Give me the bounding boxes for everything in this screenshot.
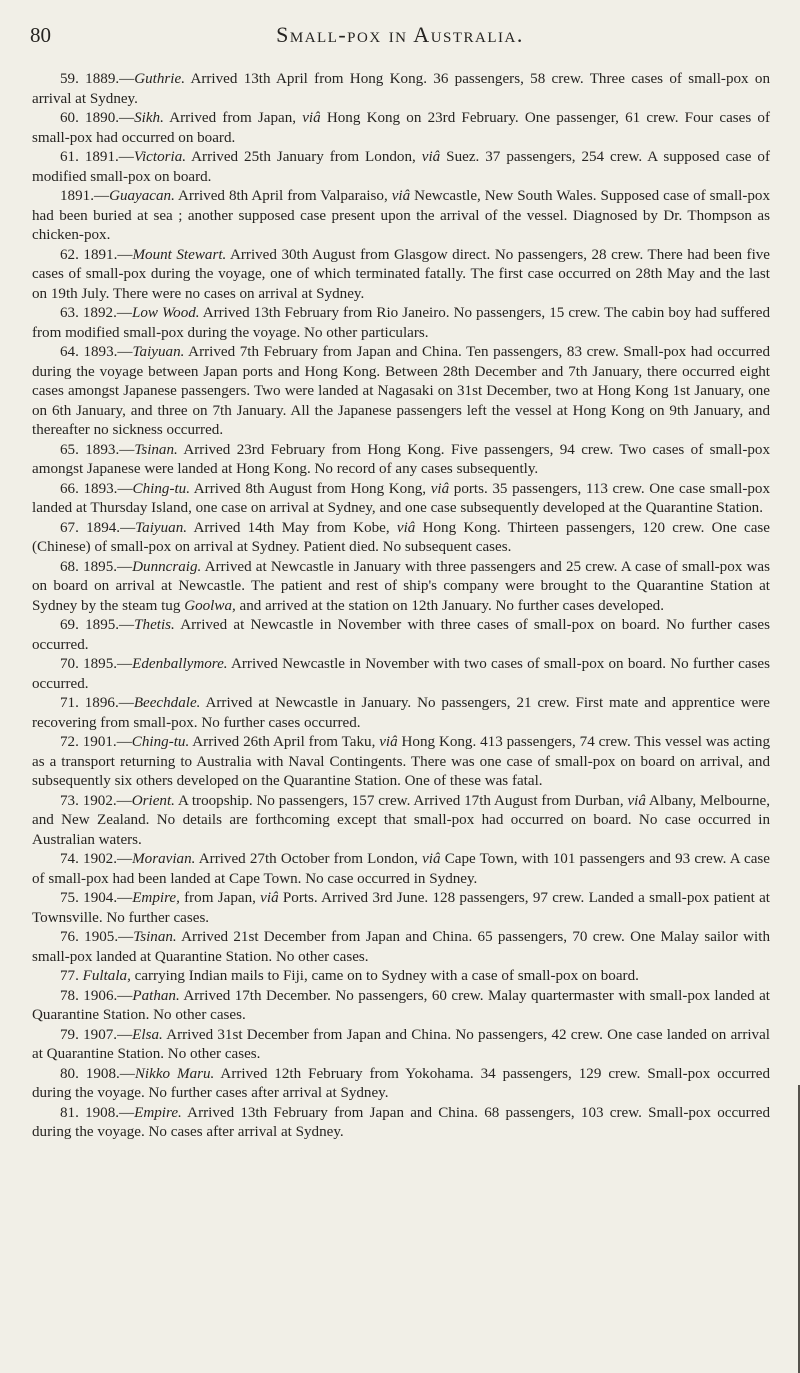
ship-entry: [32, 889, 770, 928]
ship-entry: [32, 246, 770, 305]
entry-text: Arrived 23rd February from Hong Kong. Five passengers, 94 crew. Two cases of small-pox amongst Japanese were landed at Hong Kong. No record of any cases subsequently.: [32, 441, 770, 477]
ship-name: Guayacan.: [109, 188, 175, 204]
page-header: [26, 22, 774, 62]
entry-number-year: 81. 1908.—: [60, 1104, 135, 1121]
italic-text: viâ: [430, 480, 450, 497]
entry-number-year: 78. 1906.—: [60, 987, 133, 1004]
entry-text: Arrived 13th April from Hong Kong. 36 passengers, 58 crew. Three cases of small-pox on arrival at Sydney.: [32, 71, 770, 107]
entry-number-year: 73. 1902.—: [60, 792, 132, 809]
entry-text: Arrived 13th February from Rio Janeiro. No passengers, 15 crew. The cabin boy had suffered from modified small-pox during the voyage. No other particulars.: [32, 305, 770, 341]
ship-entry: [32, 792, 770, 851]
ship-entry: [32, 733, 770, 792]
ship-entry: [32, 109, 770, 148]
ship-name: Low Wood.: [131, 305, 200, 321]
ship-entry: [32, 304, 770, 343]
ship-entry: [32, 70, 770, 109]
entry-text: A troopship. No passengers, 157 crew. Arrived 17th August from Durban,: [174, 792, 628, 809]
entry-text: Hong Kong. Thirteen passengers, 120 crew. One case (Chinese) of small-pox on arrival at Sydney. Patient died. No subsequent cases.: [32, 519, 770, 555]
entry-text: from Japan,: [179, 890, 261, 906]
entry-number-year: 69. 1895.—: [60, 617, 135, 633]
entry-number-year: 79. 1907.—: [60, 1026, 133, 1043]
italic-text: viâ: [391, 188, 411, 204]
entry-number-year: 77.: [60, 968, 83, 984]
ship-name: Empire,: [132, 890, 180, 906]
ship-entry: [32, 850, 770, 889]
ship-name: Taiyuan.: [132, 344, 185, 360]
ship-name: Edenballymore.: [132, 656, 228, 672]
entry-text: and arrived at the station on 12th January. No further cases developed.: [235, 597, 664, 614]
ship-name: Moravian.: [132, 851, 196, 867]
entry-text: Arrived Newcastle in November with two cases of small-pox on board. No further cases occurred.: [32, 656, 771, 692]
entry-number-year: 71. 1896.—: [60, 695, 134, 711]
entry-text: Arrived 30th August from Glasgow direct. No passengers, 28 crew. There had been five cases of small-pox during the voyage, one of which terminated fatally. The first case occurred on 28th May and the last on 19th July. There were no cases on arrival at Sydney.: [32, 246, 771, 302]
entry-number-year: 61. 1891.—: [60, 149, 134, 165]
entry-text: Arrived at Newcastle in January with three passengers and 25 crew. A case of small-pox was on board on arrival at Newcastle. The patient and rest of ship's company were brought to the Quarantine Station at Sydney by the steam tug: [32, 558, 770, 614]
entry-number-year: 1891.—: [60, 188, 110, 204]
ship-name: Elsa.: [132, 1026, 163, 1043]
entry-number-year: 72. 1901.—: [60, 734, 132, 750]
ship-entry: [32, 987, 770, 1026]
entry-text: ports. 35 passengers, 113 crew. One case small-pox landed at Thursday Island, one case on arrival at Sydney, and one case subsequently developed at the Quarantine Station.: [32, 480, 771, 516]
ship-name: Tsinan.: [134, 441, 178, 458]
ship-entry: [32, 148, 770, 187]
ship-name: Empire.: [134, 1104, 182, 1121]
entry-text: Albany, Melbourne, and New Zealand. No details are forthcoming except that small-pox had occurred on board. No case occurred in Australian waters.: [32, 792, 770, 848]
entry-number-year: 63. 1892.—: [60, 305, 132, 321]
entry-text: Arrived 7th February from Japan and China. Ten passengers, 83 crew. Small-pox had occurred during the voyage between Japan ports and Hong Kong. Between 28th December and 7th January, there occurred eight cases amongst Japanese passengers. Two were landed at Nagasaki on 31st December, two at Hong Kong 1st January, one on 6th January, and three on 7th January. All the Japanese passengers left the vessel at Hong Kong on 9th January, and thereafter no sickness occurred.: [32, 344, 770, 438]
entry-text: Arrived at Newcastle in January. No passengers, 21 crew. First mate and apprentice were recovering from small-pox. No further cases occurred.: [32, 695, 770, 731]
page-number: 80: [30, 23, 51, 47]
ship-name: Beechdale.: [133, 695, 201, 711]
ship-name: Tsinan.: [133, 929, 177, 945]
ship-name: Ching-tu.: [131, 734, 190, 750]
entry-number-year: 67. 1894.—: [60, 519, 136, 536]
entry-number-year: 68. 1895.—: [60, 558, 133, 575]
italic-text: viâ: [422, 851, 441, 867]
entry-text: Arrived 12th February from Yokohama. 34 passengers, 129 crew. Small-pox occurred during the voyage. No further cases after arrival at Sydney.: [32, 1065, 770, 1101]
ship-name: Pathan.: [132, 987, 180, 1004]
entry-text: Arrived 14th May from Kobe,: [187, 519, 397, 536]
entry-text: Arrived 31st December from Japan and China. No passengers, 42 crew. One case landed on arrival at Quarantine Station. No other cases.: [32, 1026, 770, 1062]
ship-name: Nikko Maru.: [134, 1065, 215, 1082]
ship-name: Taiyuan.: [135, 519, 188, 536]
entry-text: Newcastle, New South Wales. Supposed case of small-pox had been buried at sea ; another supposed case present upon the arrival of the vessel. Diagnosed by Dr. Thompson as chicken-pox.: [32, 188, 771, 243]
ship-entry: [32, 343, 770, 441]
entry-number-year: 70. 1895.—: [60, 656, 133, 672]
entry-text: Arrived 13th February from Japan and China. 68 passengers, 103 crew. Small-pox occurred during the voyage. No cases after arrival at Sydney.: [32, 1104, 770, 1140]
entry-text: Arrived at Newcastle in November with three cases of small-pox on board. No further cases occurred.: [32, 617, 770, 653]
entry-text: Arrived from Japan,: [163, 110, 303, 126]
entry-text: Arrived 25th January from London,: [186, 149, 422, 165]
entry-text: Hong Kong. 413 passengers, 74 crew. This vessel was acting as a transport returning to Australia with Naval Contingents. There was one case of small-pox on board on arrival, and subsequently six others developed on the Quarantine Station. One of these was fatal.: [32, 734, 770, 789]
entry-number-year: 66. 1893.—: [60, 480, 133, 497]
entry-text: Arrived 8th April from Valparaiso,: [174, 188, 392, 204]
ship-entry: [32, 519, 770, 558]
entry-number-year: 62. 1891.—: [60, 246, 133, 263]
ship-entry: [32, 1065, 770, 1104]
ship-name: Thetis.: [134, 617, 175, 633]
italic-text: viâ: [260, 890, 279, 906]
ship-entry: [32, 616, 770, 655]
italic-text: viâ: [379, 734, 398, 750]
entry-number-year: 80. 1908.—: [60, 1065, 135, 1082]
ship-entry: [32, 1104, 770, 1143]
entry-text: carrying Indian mails to Fiji, came on to Sydney with a case of small-pox on board.: [130, 968, 639, 984]
ship-entry: [32, 441, 770, 480]
ship-name: Orient.: [131, 792, 175, 809]
ship-entry: [32, 480, 770, 519]
ship-name: Dunncraig.: [132, 558, 202, 575]
italic-text: Goolwa,: [184, 597, 236, 614]
entry-text: Arrived 26th April from Taku,: [189, 734, 380, 750]
entry-text: Cape Town, with 101 passengers and 93 crew. A case of small-pox had been landed at Cape Town. No case occurred in Sydney.: [32, 851, 770, 887]
ship-entry: [32, 928, 770, 967]
entry-number-year: 76. 1905.—: [60, 929, 134, 945]
entry-text: Arrived 17th December. No passengers, 60 crew. Malay quartermaster with small-pox landed at Quarantine Station. No other cases.: [32, 987, 770, 1023]
ship-entry: [32, 655, 770, 694]
ship-name: Fultala,: [82, 968, 131, 984]
entry-text: Hong Kong on 23rd February. One passenger, 61 crew. Four cases of small-pox had occurred on board.: [32, 110, 770, 146]
entry-text: Arrived 27th October from London,: [195, 851, 423, 867]
italic-text: viâ: [396, 519, 416, 536]
entry-text: Arrived 21st December from Japan and China. 65 passengers, 70 crew. One Malay sailor with small-pox landed at Quarantine Station. No other cases.: [32, 929, 770, 965]
entry-number-year: 65. 1893.—: [60, 441, 135, 458]
entry-list: [26, 70, 774, 1143]
entry-number-year: 74. 1902.—: [60, 851, 133, 867]
ship-entry: [32, 967, 770, 987]
running-title: Small-pox in Australia.: [276, 22, 524, 47]
entry-number-year: 59. 1889.—: [60, 71, 135, 87]
italic-text: viâ: [627, 792, 646, 809]
ship-entry: [32, 694, 770, 733]
entry-number-year: 60. 1890.—: [60, 110, 135, 126]
ship-entry: [32, 558, 770, 617]
ship-entry: [32, 187, 770, 246]
entry-number-year: 75. 1904.—: [60, 890, 133, 906]
entry-text: Suez. 37 passengers, 254 crew. A supposed case of modified small-pox on board.: [32, 149, 770, 185]
italic-text: viâ: [421, 149, 441, 165]
entry-number-year: 64. 1893.—: [60, 344, 133, 360]
italic-text: viâ: [302, 110, 321, 126]
entry-text: Arrived 8th August from Hong Kong,: [190, 480, 431, 497]
ship-name: Victoria.: [133, 149, 187, 165]
ship-name: Mount Stewart.: [132, 246, 227, 263]
ship-name: Guthrie.: [134, 71, 185, 87]
ship-name: Sikh.: [134, 110, 164, 126]
ship-name: Ching-tu.: [132, 480, 190, 497]
ship-entry: [32, 1026, 770, 1065]
entry-text: Ports. Arrived 3rd June. 128 passengers, 97 crew. Landed a small-pox patient at Townsville. No further cases.: [32, 890, 770, 926]
